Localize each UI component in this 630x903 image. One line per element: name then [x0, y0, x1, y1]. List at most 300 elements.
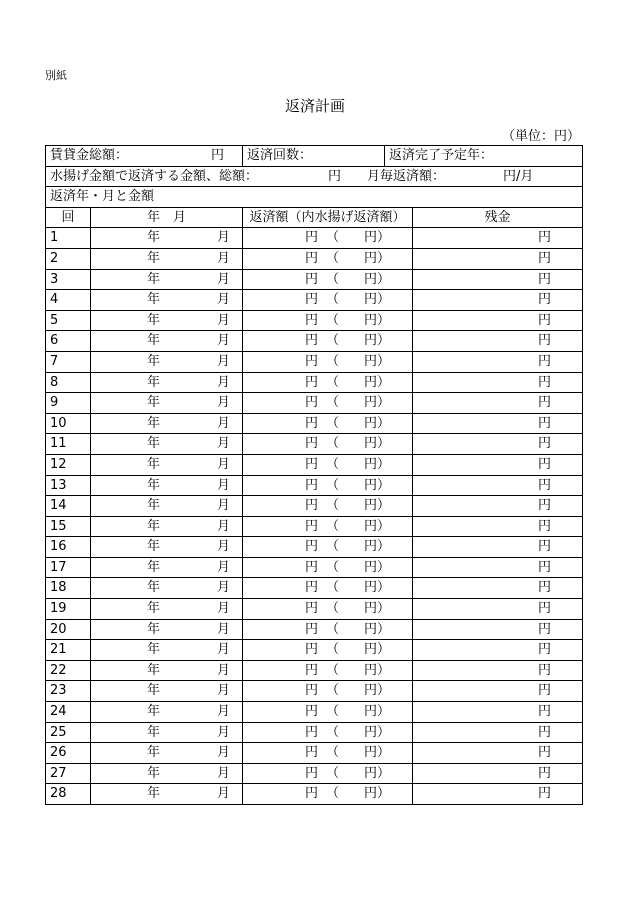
- amount-yen: 円: [305, 333, 319, 349]
- table-row: [46, 640, 583, 661]
- amount-yen: 円: [305, 395, 319, 411]
- row-year-month: [91, 619, 243, 640]
- paren-open: （: [326, 456, 340, 472]
- paren-open: （: [326, 662, 340, 678]
- row-number: 22: [46, 660, 91, 681]
- catch-amount-yen: 円）: [363, 786, 390, 802]
- summary-row-section: [46, 187, 583, 208]
- catch-amount-yen: 円）: [363, 498, 390, 514]
- row-repay-amount: [243, 351, 413, 372]
- row-repay-amount: [243, 681, 413, 702]
- col-header-balance: 残金: [413, 207, 583, 228]
- amount-yen: 円: [305, 559, 319, 575]
- catch-amount-yen: 円）: [363, 333, 390, 349]
- table-row: [46, 681, 583, 702]
- row-repay-amount: [243, 743, 413, 764]
- paren-open: （: [326, 580, 340, 596]
- table-row: [46, 454, 583, 475]
- amount-yen: 円: [305, 374, 319, 390]
- row-year-month: [91, 351, 243, 372]
- row-repay-amount: [243, 454, 413, 475]
- amount-yen: 円: [305, 745, 319, 761]
- table-row: [46, 475, 583, 496]
- amount-yen: 円: [305, 436, 319, 452]
- catch-amount-yen: 円）: [363, 745, 390, 761]
- row-repay-amount: [243, 413, 413, 434]
- catch-amount-unit: 円: [328, 168, 342, 184]
- paren-open: （: [326, 724, 340, 740]
- year-label: 年: [147, 662, 161, 678]
- paren-open: （: [326, 765, 340, 781]
- paren-open: （: [326, 374, 340, 390]
- row-year-month: [91, 269, 243, 290]
- month-label: 月: [216, 683, 230, 699]
- row-year-month: [91, 310, 243, 331]
- catch-amount-yen: 円）: [363, 621, 390, 637]
- row-number: 27: [46, 763, 91, 784]
- row-balance: 円: [413, 516, 583, 537]
- amount-yen: 円: [305, 250, 319, 266]
- year-label: 年: [147, 333, 161, 349]
- table-row: [46, 331, 583, 352]
- paren-open: （: [326, 683, 340, 699]
- row-number: 20: [46, 619, 91, 640]
- row-repay-amount: [243, 372, 413, 393]
- row-repay-amount: [243, 331, 413, 352]
- catch-amount-yen: 円）: [363, 724, 390, 740]
- year-label: 年: [147, 477, 161, 493]
- month-label: 月: [216, 374, 230, 390]
- loan-total-unit: 円: [210, 148, 224, 163]
- amount-yen: 円: [305, 580, 319, 596]
- catch-amount-yen: 円）: [363, 704, 390, 720]
- row-balance: 円: [413, 248, 583, 269]
- row-number: 15: [46, 516, 91, 537]
- row-balance: 円: [413, 557, 583, 578]
- month-label: 月: [216, 353, 230, 369]
- row-repay-amount: [243, 248, 413, 269]
- catch-amount-yen: 円）: [363, 601, 390, 617]
- table-row: [46, 743, 583, 764]
- amount-yen: 円: [305, 230, 319, 246]
- amount-yen: 円: [305, 642, 319, 658]
- table-row: [46, 599, 583, 620]
- row-year-month: [91, 784, 243, 805]
- paren-open: （: [326, 395, 340, 411]
- year-label: 年: [147, 621, 161, 637]
- col-header-year-month: 年 月: [91, 207, 243, 228]
- year-label: 年: [147, 786, 161, 802]
- paren-open: （: [326, 271, 340, 287]
- month-label: 月: [216, 333, 230, 349]
- year-label: 年: [147, 704, 161, 720]
- row-number: 19: [46, 599, 91, 620]
- row-year-month: [91, 578, 243, 599]
- year-label: 年: [147, 436, 161, 452]
- month-label: 月: [216, 559, 230, 575]
- year-label: 年: [147, 312, 161, 328]
- row-year-month: [91, 640, 243, 661]
- row-number: 3: [46, 269, 91, 290]
- row-number: 1: [46, 228, 91, 249]
- row-year-month: [91, 372, 243, 393]
- loan-total-cell: [46, 146, 243, 167]
- year-label: 年: [147, 395, 161, 411]
- amount-yen: 円: [305, 415, 319, 431]
- month-label: 月: [216, 786, 230, 802]
- row-number: 18: [46, 578, 91, 599]
- month-label: 月: [216, 539, 230, 555]
- row-balance: 円: [413, 454, 583, 475]
- row-repay-amount: [243, 310, 413, 331]
- month-label: 月: [216, 477, 230, 493]
- paren-open: （: [326, 230, 340, 246]
- table-row: [46, 619, 583, 640]
- completion-label: 返済完了予定年：: [389, 148, 494, 163]
- table-row: [46, 702, 583, 723]
- paren-open: （: [326, 539, 340, 555]
- table-row: [46, 290, 583, 311]
- table-row: [46, 393, 583, 414]
- month-label: 月: [216, 704, 230, 720]
- month-label: 月: [216, 292, 230, 308]
- row-balance: 円: [413, 784, 583, 805]
- catch-amount-yen: 円）: [363, 271, 390, 287]
- year-label: 年: [147, 745, 161, 761]
- table-row: [46, 578, 583, 599]
- row-number: 11: [46, 434, 91, 455]
- row-repay-amount: [243, 784, 413, 805]
- row-year-month: [91, 516, 243, 537]
- year-label: 年: [147, 230, 161, 246]
- col-header-no: 回: [46, 207, 91, 228]
- paren-open: （: [326, 436, 340, 452]
- year-label: 年: [147, 292, 161, 308]
- amount-yen: 円: [305, 477, 319, 493]
- catch-amount-yen: 円）: [363, 250, 390, 266]
- amount-yen: 円: [305, 518, 319, 534]
- catch-amount-yen: 円）: [363, 312, 390, 328]
- table-row: [46, 784, 583, 805]
- row-balance: 円: [413, 763, 583, 784]
- amount-yen: 円: [305, 271, 319, 287]
- row-number: 10: [46, 413, 91, 434]
- row-balance: 円: [413, 660, 583, 681]
- row-balance: 円: [413, 702, 583, 723]
- paren-open: （: [326, 559, 340, 575]
- row-year-month: [91, 763, 243, 784]
- catch-amount-label: 水揚げ金額で返済する金額、総額：: [50, 168, 259, 184]
- row-year-month: [91, 743, 243, 764]
- amount-yen: 円: [305, 353, 319, 369]
- monthly-label: 月毎返済額：: [367, 168, 446, 184]
- month-label: 月: [216, 436, 230, 452]
- month-label: 月: [216, 745, 230, 761]
- row-year-month: [91, 434, 243, 455]
- row-number: 7: [46, 351, 91, 372]
- row-number: 4: [46, 290, 91, 311]
- row-repay-amount: [243, 290, 413, 311]
- amount-yen: 円: [305, 456, 319, 472]
- year-label: 年: [147, 765, 161, 781]
- catch-amount-yen: 円）: [363, 559, 390, 575]
- catch-amount-yen: 円）: [363, 477, 390, 493]
- table-row: [46, 516, 583, 537]
- row-year-month: [91, 454, 243, 475]
- amount-yen: 円: [305, 498, 319, 514]
- column-header-row: [46, 207, 583, 228]
- row-year-month: [91, 496, 243, 517]
- row-year-month: [91, 290, 243, 311]
- year-label: 年: [147, 456, 161, 472]
- repay-count-cell: [243, 146, 385, 167]
- catch-amount-yen: 円）: [363, 539, 390, 555]
- year-label: 年: [147, 559, 161, 575]
- row-balance: 円: [413, 269, 583, 290]
- table-row: [46, 763, 583, 784]
- row-repay-amount: [243, 516, 413, 537]
- amount-yen: 円: [305, 601, 319, 617]
- row-number: 25: [46, 722, 91, 743]
- row-repay-amount: [243, 557, 413, 578]
- year-label: 年: [147, 498, 161, 514]
- catch-amount-yen: 円）: [363, 642, 390, 658]
- row-balance: 円: [413, 393, 583, 414]
- paren-open: （: [326, 333, 340, 349]
- row-repay-amount: [243, 537, 413, 558]
- month-label: 月: [216, 724, 230, 740]
- row-number: 26: [46, 743, 91, 764]
- year-label: 年: [147, 353, 161, 369]
- paren-open: （: [326, 498, 340, 514]
- table-row: [46, 310, 583, 331]
- catch-amount-yen: 円）: [363, 456, 390, 472]
- summary-row-catch: [46, 166, 583, 187]
- row-year-month: [91, 722, 243, 743]
- row-number: 6: [46, 331, 91, 352]
- catch-amount-yen: 円）: [363, 415, 390, 431]
- catch-amount-yen: 円）: [363, 518, 390, 534]
- row-repay-amount: [243, 393, 413, 414]
- row-number: 12: [46, 454, 91, 475]
- catch-amount-yen: 円）: [363, 580, 390, 596]
- row-repay-amount: [243, 640, 413, 661]
- paren-open: （: [326, 621, 340, 637]
- row-balance: 円: [413, 331, 583, 352]
- row-number: 14: [46, 496, 91, 517]
- table-row: [46, 434, 583, 455]
- catch-amount-yen: 円）: [363, 353, 390, 369]
- paren-open: （: [326, 601, 340, 617]
- month-label: 月: [216, 415, 230, 431]
- repay-count-label: 返済回数：: [247, 148, 313, 163]
- row-balance: 円: [413, 475, 583, 496]
- paren-open: （: [326, 518, 340, 534]
- month-label: 月: [216, 498, 230, 514]
- row-number: 24: [46, 702, 91, 723]
- row-number: 17: [46, 557, 91, 578]
- month-label: 月: [216, 230, 230, 246]
- amount-yen: 円: [305, 621, 319, 637]
- table-row: [46, 660, 583, 681]
- paren-open: （: [326, 477, 340, 493]
- amount-yen: 円: [305, 704, 319, 720]
- row-number: 2: [46, 248, 91, 269]
- row-balance: 円: [413, 743, 583, 764]
- amount-yen: 円: [305, 724, 319, 740]
- attachment-label: 別紙: [45, 69, 67, 82]
- table-row: [46, 722, 583, 743]
- row-balance: 円: [413, 228, 583, 249]
- row-repay-amount: [243, 619, 413, 640]
- row-repay-amount: [243, 475, 413, 496]
- row-repay-amount: [243, 702, 413, 723]
- completion-cell: [385, 146, 583, 167]
- catch-amount-yen: 円）: [363, 765, 390, 781]
- year-label: 年: [147, 601, 161, 617]
- amount-yen: 円: [305, 312, 319, 328]
- row-number: 28: [46, 784, 91, 805]
- repayment-table: [45, 145, 583, 805]
- summary-row-loan: [46, 146, 583, 167]
- amount-yen: 円: [305, 683, 319, 699]
- row-year-month: [91, 599, 243, 620]
- row-year-month: [91, 331, 243, 352]
- month-label: 月: [216, 621, 230, 637]
- table-row: [46, 228, 583, 249]
- row-repay-amount: [243, 228, 413, 249]
- row-balance: 円: [413, 351, 583, 372]
- year-label: 年: [147, 724, 161, 740]
- row-repay-amount: [243, 434, 413, 455]
- paren-open: （: [326, 704, 340, 720]
- row-repay-amount: [243, 599, 413, 620]
- row-balance: 円: [413, 537, 583, 558]
- year-label: 年: [147, 642, 161, 658]
- row-balance: 円: [413, 496, 583, 517]
- amount-yen: 円: [305, 292, 319, 308]
- row-year-month: [91, 248, 243, 269]
- catch-amount-yen: 円）: [363, 436, 390, 452]
- row-number: 9: [46, 393, 91, 414]
- section-cell: [46, 187, 583, 208]
- year-label: 年: [147, 539, 161, 555]
- row-balance: 円: [413, 599, 583, 620]
- table-row: [46, 413, 583, 434]
- catch-amount-yen: 円）: [363, 662, 390, 678]
- amount-yen: 円: [305, 765, 319, 781]
- table-row: [46, 496, 583, 517]
- row-year-month: [91, 475, 243, 496]
- catch-amount-yen: 円）: [363, 395, 390, 411]
- paren-open: （: [326, 786, 340, 802]
- amount-yen: 円: [305, 786, 319, 802]
- month-label: 月: [216, 395, 230, 411]
- row-balance: 円: [413, 310, 583, 331]
- month-label: 月: [216, 518, 230, 534]
- catch-amount-yen: 円）: [363, 230, 390, 246]
- row-number: 16: [46, 537, 91, 558]
- year-label: 年: [147, 683, 161, 699]
- row-balance: 円: [413, 681, 583, 702]
- row-year-month: [91, 660, 243, 681]
- year-label: 年: [147, 518, 161, 534]
- month-label: 月: [216, 662, 230, 678]
- table-row: [46, 351, 583, 372]
- section-label: 返済年・月と金額: [50, 189, 155, 205]
- table-row: [46, 372, 583, 393]
- paren-open: （: [326, 642, 340, 658]
- year-label: 年: [147, 271, 161, 287]
- row-year-month: [91, 393, 243, 414]
- row-number: 21: [46, 640, 91, 661]
- year-label: 年: [147, 250, 161, 266]
- catch-amount-yen: 円）: [363, 292, 390, 308]
- row-year-month: [91, 702, 243, 723]
- row-repay-amount: [243, 496, 413, 517]
- paren-open: （: [326, 353, 340, 369]
- row-year-month: [91, 413, 243, 434]
- paren-open: （: [326, 415, 340, 431]
- page-title: 返済計画: [284, 97, 345, 115]
- row-balance: 円: [413, 290, 583, 311]
- catch-amount-yen: 円）: [363, 374, 390, 390]
- row-repay-amount: [243, 269, 413, 290]
- row-repay-amount: [243, 660, 413, 681]
- row-number: 13: [46, 475, 91, 496]
- year-label: 年: [147, 580, 161, 596]
- table-row: [46, 248, 583, 269]
- row-repay-amount: [243, 722, 413, 743]
- row-year-month: [91, 557, 243, 578]
- row-balance: 円: [413, 722, 583, 743]
- table-row: [46, 269, 583, 290]
- paren-open: （: [326, 745, 340, 761]
- row-repay-amount: [243, 578, 413, 599]
- month-label: 月: [216, 250, 230, 266]
- row-balance: 円: [413, 434, 583, 455]
- paren-open: （: [326, 292, 340, 308]
- loan-total-label: 賃貸金総額：: [50, 148, 129, 163]
- year-label: 年: [147, 374, 161, 390]
- amount-yen: 円: [305, 539, 319, 555]
- row-year-month: [91, 228, 243, 249]
- year-label: 年: [147, 415, 161, 431]
- month-label: 月: [216, 312, 230, 328]
- month-label: 月: [216, 271, 230, 287]
- col-header-repay-amount: 返済額（内水揚げ返済額）: [243, 207, 413, 228]
- row-balance: 円: [413, 372, 583, 393]
- amount-yen: 円: [305, 662, 319, 678]
- row-balance: 円: [413, 619, 583, 640]
- table-row: [46, 557, 583, 578]
- monthly-unit: 円/月: [503, 168, 534, 184]
- paren-open: （: [326, 250, 340, 266]
- paren-open: （: [326, 312, 340, 328]
- month-label: 月: [216, 601, 230, 617]
- row-balance: 円: [413, 640, 583, 661]
- unit-label: （単位：円）: [501, 129, 580, 144]
- row-balance: 円: [413, 413, 583, 434]
- month-label: 月: [216, 765, 230, 781]
- row-number: 23: [46, 681, 91, 702]
- month-label: 月: [216, 456, 230, 472]
- table-row: [46, 537, 583, 558]
- month-label: 月: [216, 580, 230, 596]
- month-label: 月: [216, 642, 230, 658]
- catch-amount-cell: [46, 166, 583, 187]
- catch-amount-yen: 円）: [363, 683, 390, 699]
